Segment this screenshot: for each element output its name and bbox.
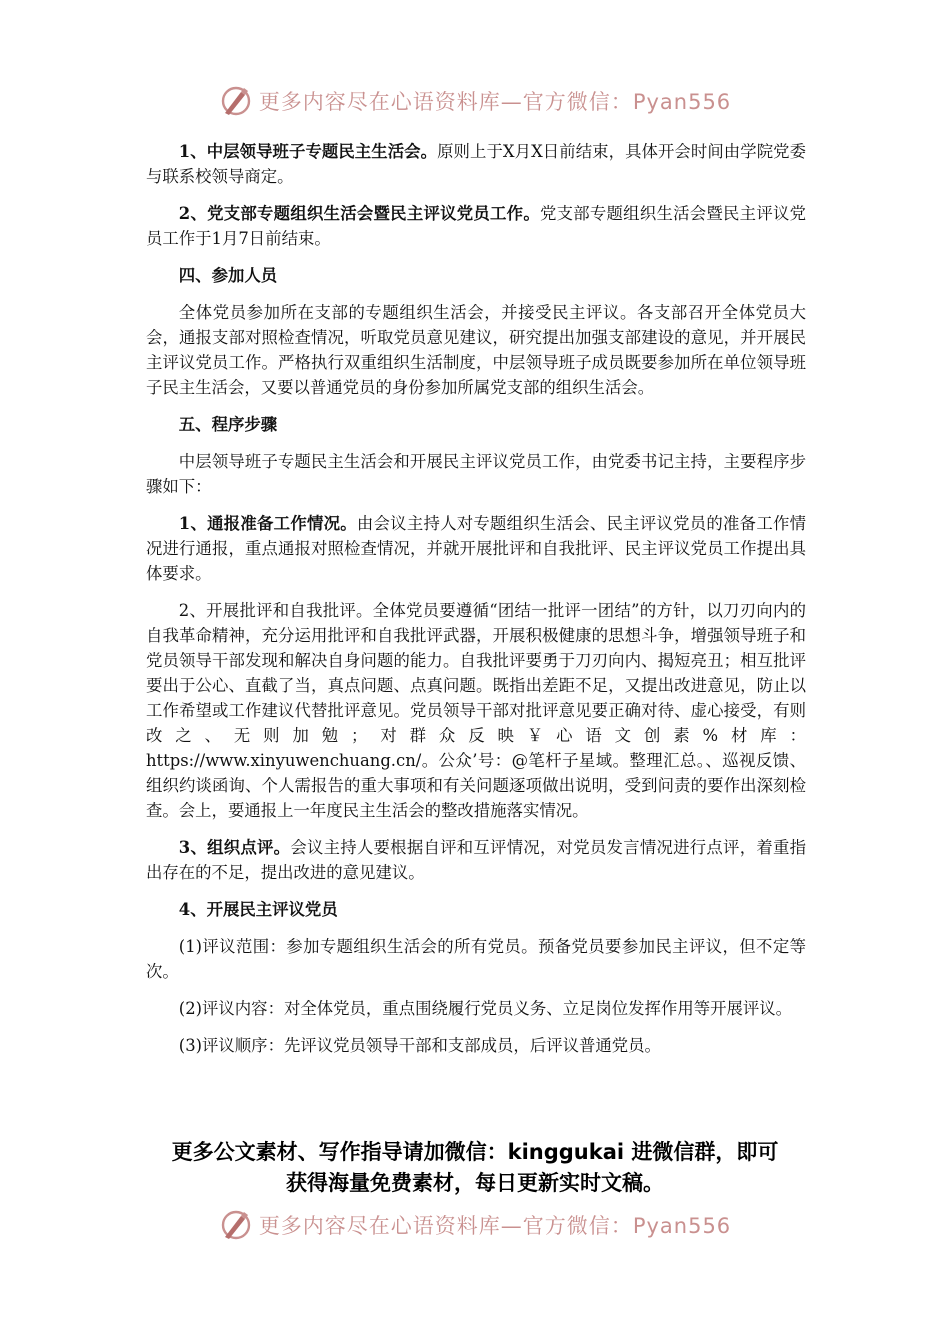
paragraph-lead: 1、通报准备工作情况。 [178, 514, 357, 533]
watermark-text: 更多内容尽在心语资料库—官方微信：Pyan556 [258, 1214, 732, 1238]
paragraph-text: 2、开展批评和自我批评。全体党员要遵循“团结一批评一团结”的方针，以刀刃向内的自我革命精神，充分运用批评和自我批评武器，开展积极健康的思想斗争，增强领导班子和党员领导干部发现和解决自身问题的能力。自我批评要勇于刀刃向内、揭短亮丑；相互批评要出于公心、直截了当，真点问题、点真问题。既指出差距不足，又提出改进意见，防止以工作希望或工作建议代替批评意见。党员领导干部对批评意见要正确对待、虚心接受，有则改之、无则加勉；对群众反映￥心语文创素%材库：https://www.xinyuwenchuang.cn/。公众’号：@笔杆子星域。整理汇总。、巡视反馈、组织约谈函询、个人需报告的重大事项和有关问题逐项做出说明，受到问责的要作出深刻检查。会上，要通报上一年度民主生活会的整改措施落实情况。 [146, 601, 806, 820]
paragraph-text: 由会议主持人对专题组织生活会、民主评议党员的准备工作情况进行通报，重点通报对照检查情况，并就开展批评和自我批评、民主评议党员工作提出具体要求。 [146, 514, 807, 583]
paragraph [146, 934, 806, 984]
paragraph-text: (1)评议范围：参加专题组织生活会的所有党员。预备党员要参加民主评议，但不定等次。 [146, 937, 806, 981]
section-heading: 四、参加人员 [178, 266, 278, 285]
paragraph-text: 全体党员参加所在支部的专题组织生活会，并接受民主评议。各支部召开全体党员大会，通报支部对照检查情况，听取党员意见建议，研究提出加强支部建设的意见，并开展民主评议党员工作。严格执行双重组织生活制度，中层领导班子成员既要参加所在单位领导班子民主生活会，又要以普通党员的身份参加所属党支部的组织生活会。 [146, 303, 806, 397]
paragraph-text: 中层领导班子专题民主生活会和开展民主评议党员工作，由党委书记主持，主要程序步骤如下： [146, 452, 806, 496]
paragraph [146, 835, 806, 885]
paragraph-text: 党支部专题组织生活会暨民主评议党员工作于1月7日前结束。 [146, 204, 807, 248]
paragraph-lead: 2、党支部专题组织生活会暨民主评议党员工作。 [178, 204, 540, 223]
paragraph-lead: 3、组织点评。 [178, 838, 291, 857]
pen-circle-logo-icon [219, 84, 253, 118]
paragraph-text: (2)评议内容：对全体党员，重点围绕履行党员义务、立足岗位发挥作用等开展评议。 [178, 999, 793, 1018]
section-heading: 4、开展民主评议党员 [178, 900, 338, 919]
paragraph [146, 201, 806, 251]
pen-circle-logo-icon [219, 1208, 253, 1242]
paragraph-text: 会议主持人要根据自评和互评情况，对党员发言情况进行点评，着重指出存在的不足，提出改进的意见建议。 [146, 838, 807, 882]
paragraph-text: (3)评议顺序：先评议党员领导干部和支部成员，后评议普通党员。 [178, 1036, 661, 1055]
promo-line-1: 更多公文素材、写作指导请加微信：kinggukai 进微信群，即可 [171, 1140, 779, 1164]
paragraph [146, 1033, 806, 1058]
footer-watermark [0, 1208, 950, 1242]
promo-line-2: 获得海量免费素材，每日更新实时文稿。 [286, 1171, 664, 1195]
paragraph [146, 511, 806, 586]
paragraph-text: 原则上于X月X日前结束，具体开会时间由学院党委与联系校领导商定。 [146, 142, 807, 186]
watermark-text: 更多内容尽在心语资料库—官方微信：Pyan556 [258, 90, 732, 114]
header-watermark [0, 84, 950, 118]
document-body [146, 139, 806, 1070]
paragraph [146, 300, 806, 400]
paragraph [146, 449, 806, 499]
section-heading: 五、程序步骤 [178, 415, 278, 434]
promo-banner [140, 1137, 810, 1199]
paragraph [146, 139, 806, 189]
paragraph [146, 996, 806, 1021]
paragraph-lead: 1、中层领导班子专题民主生活会。 [178, 142, 438, 161]
paragraph [146, 598, 806, 823]
